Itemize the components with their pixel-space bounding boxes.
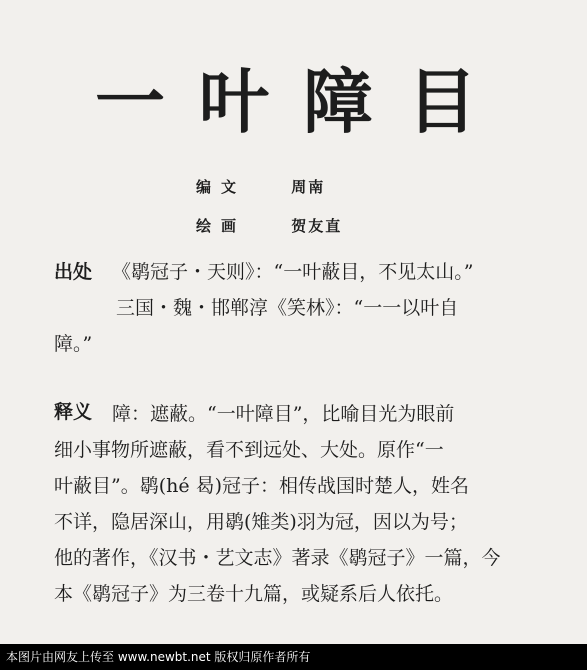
meaning-line: 本《鹖冠子》为三卷十九篇，或疑系后人依托。 <box>54 583 454 605</box>
watermark-bar: 本图片由网友上传至 www.newbt.net 版权归原作者所有 <box>0 644 587 670</box>
credit-writer <box>196 176 325 198</box>
source-label: 出处 <box>54 261 93 283</box>
meaning-line: 他的著作，《汉书・艺文志》著录《鹖冠子》一篇，今 <box>54 547 501 569</box>
source-line: 三国・魏・邯郸淳《笑林》：“一一以叶自 <box>116 297 459 319</box>
meaning-line: 细小事物所遮蔽，看不到远处、大处。原作“一 <box>54 439 444 461</box>
meaning-line: 不详，隐居深山，用鹖(雉类)羽为冠，因以为号； <box>54 511 468 533</box>
meaning-line: 叶蔽目”。鹖(hé 曷)冠子：相传战国时楚人，姓名 <box>54 475 470 497</box>
page-title: 一叶障目 <box>95 60 511 143</box>
credit-illustrator <box>196 215 342 237</box>
meaning-text <box>54 396 524 612</box>
credit-role: 绘画 <box>196 217 247 235</box>
meaning-line: 障：遮蔽。“一叶障目”，比喻目光为眼前 <box>112 403 455 425</box>
credit-name: 周南 <box>291 178 326 196</box>
credit-name: 贺友直 <box>291 217 343 235</box>
credit-role: 编文 <box>196 178 247 196</box>
source-line: 《鹖冠子・天则》：“一叶蔽目，不见太山。” <box>112 261 474 283</box>
source-line: 障。” <box>54 333 93 355</box>
meaning-label: 释义 <box>54 401 93 423</box>
